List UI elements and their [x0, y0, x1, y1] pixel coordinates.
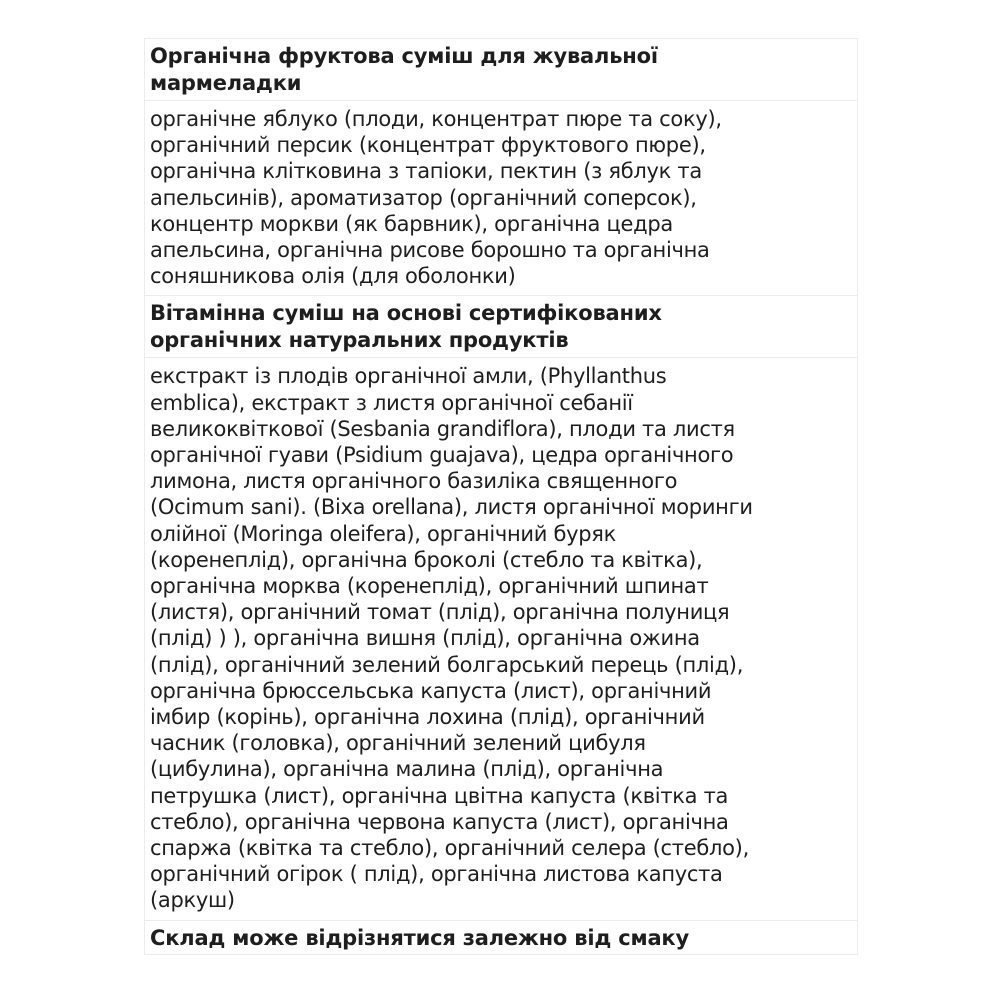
body-line: спаржа (квітка та стебло), органічний селера (стебло), — [150, 836, 749, 861]
footer-note-text: Склад може відрізнятися залежно від смаку — [150, 925, 689, 950]
body-line: екстракт із плодів органічної амли, (Phyllanthus — [150, 364, 667, 389]
heading-line: органічних натуральних продуктів — [150, 327, 569, 352]
heading-line: Вітамінна суміш на основі сертифікованих — [150, 301, 662, 326]
body-line: (плід) ) ), органічна вишня (плід), органічна ожина — [150, 626, 700, 651]
body-line: великоквіткової (Sesbania grandiflora), плоди та листя — [150, 416, 735, 441]
body-line: (аркуш) — [150, 888, 235, 913]
body-line: органічної гуави (Psidium guajava), цедра органічного — [150, 443, 734, 468]
body-line: (цибулина), органічна малина (плід), органічна — [150, 757, 664, 782]
body-line: стебло), органічна червона капуста (лист), органічна — [150, 809, 729, 834]
body-line: імбир (корінь), органічна лохина (плід), органічний — [150, 705, 705, 730]
section-heading-fruit-mix — [145, 39, 857, 100]
body-line: олійної (Moringa oleifera), органічний буряк — [150, 521, 617, 546]
body-line: апельсина, органічна рисове борошно та органічна — [150, 238, 710, 263]
ingredients-table — [144, 38, 858, 955]
body-line: петрушка (лист), органічна цвітна капуста (квітка та — [150, 783, 729, 808]
heading-line: мармеладки — [150, 70, 302, 95]
footer-note — [145, 920, 857, 955]
body-line: (Ocimum sani). (Bixa orellana), листя органічної моринги — [150, 495, 753, 520]
body-line: апельсинів), ароматизатор (органічний соперсок), — [150, 185, 697, 210]
body-line: (плід), органічний зелений болгарський перець (плід), — [150, 652, 744, 677]
heading-line: Органічна фруктова суміш для жувальної — [150, 44, 658, 68]
body-line: (коренеплід), органічна броколі (стебло та квітка), — [150, 547, 703, 572]
body-line: часник (головка), органічний зелений цибуля — [150, 731, 646, 756]
section-body-vitamin-mix — [145, 357, 857, 919]
body-line: emblica), екстракт з листя органічної себанії — [150, 390, 633, 415]
body-line: органічна морква (коренеплід), органічний шпинат — [150, 574, 709, 599]
section-heading-vitamin-mix — [145, 295, 857, 357]
body-line: лимона, листя органічного базиліка священного — [150, 469, 678, 494]
section-body-fruit-mix — [145, 100, 857, 295]
body-line: органічний огірок ( плід), органічна листова капуста — [150, 862, 723, 887]
body-line: (листя), органічний томат (плід), органічна полуниця — [150, 600, 730, 625]
body-line: концентр моркви (як барвник), органічна цедра — [150, 211, 673, 236]
body-line: органічне яблуко (плоди, концентрат пюре та соку), — [150, 107, 722, 131]
body-line: соняшникова олія (для оболонки) — [150, 264, 516, 289]
body-line: органічна клітковина з тапіоки, пектин (з яблук та — [150, 159, 702, 184]
body-line: органічна брюссельська капуста (лист), органічний — [150, 678, 712, 703]
body-line: органічний персик (концентрат фруктового пюре), — [150, 133, 706, 158]
